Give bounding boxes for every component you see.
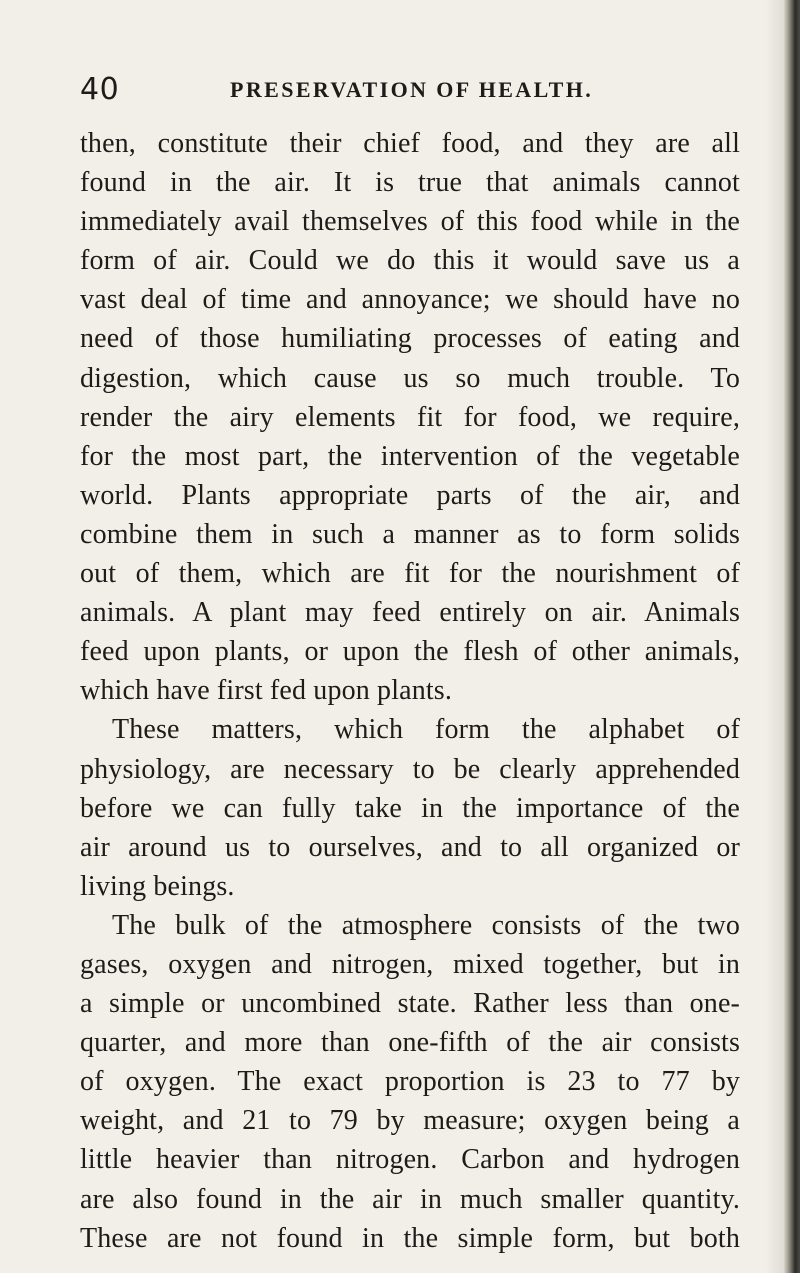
text-line: immediately avail themselves of this food while in the <box>80 206 740 238</box>
text-line: living beings. <box>80 870 235 902</box>
text-line: a simple or uncombined state. Rather less than one- <box>80 988 740 1020</box>
text-line: animals. A plant may feed entirely on air. Animals <box>80 597 740 629</box>
text-line: gases, oxygen and nitrogen, mixed together, but in <box>80 948 740 980</box>
text-line: form of air. Could we do this it would save us a <box>80 245 740 277</box>
text-line: air around us to ourselves, and to all organized or <box>80 831 740 863</box>
text-line: of oxygen. The exact proportion is 23 to 77 by <box>80 1066 740 1098</box>
page-number: 40 <box>80 72 120 107</box>
text-line: digestion, which cause us so much trouble. To <box>80 362 740 394</box>
text-line: physiology, are necessary to be clearly apprehended <box>80 753 740 785</box>
text-line: weight, and 21 to 79 by measure; oxygen being a <box>80 1105 740 1137</box>
text-line: are also found in the air in much smaller quantity. <box>80 1183 740 1215</box>
page-edge <box>784 0 800 1273</box>
running-head: PRESERVATION OF HEALTH. <box>230 77 594 102</box>
text-line: need of those humiliating processes of eating and <box>80 323 740 355</box>
text-line: which have first fed upon plants. <box>80 675 452 707</box>
text-line: These are not found in the simple form, but both <box>80 1222 740 1254</box>
page-header <box>80 70 740 110</box>
text-line: The bulk of the atmosphere consists of the two <box>112 909 740 941</box>
text-line: quarter, and more than one-fifth of the air consists <box>80 1027 740 1059</box>
text-line: found in the air. It is true that animals cannot <box>80 167 740 199</box>
text-line: feed upon plants, or upon the flesh of other animals, <box>80 636 740 668</box>
text-line: then, constitute their chief food, and they are all <box>80 128 740 159</box>
text-line: little heavier than nitrogen. Carbon and hydrogen <box>80 1144 740 1176</box>
text-line: vast deal of time and annoyance; we should have no <box>80 284 740 316</box>
body-text <box>80 124 740 1258</box>
text-line: for the most part, the intervention of the vegetable <box>80 440 740 472</box>
text-line: world. Plants appropriate parts of the air, and <box>80 479 740 511</box>
text-line: out of them, which are fit for the nourishment of <box>80 558 740 590</box>
page-gutter-shadow <box>766 0 784 1273</box>
text-line: combine them in such a manner as to form solids <box>80 518 740 550</box>
text-line: before we can fully take in the importance of the <box>80 792 740 824</box>
text-line: These matters, which form the alphabet of <box>112 714 740 746</box>
text-line: render the airy elements fit for food, we require, <box>80 401 740 433</box>
